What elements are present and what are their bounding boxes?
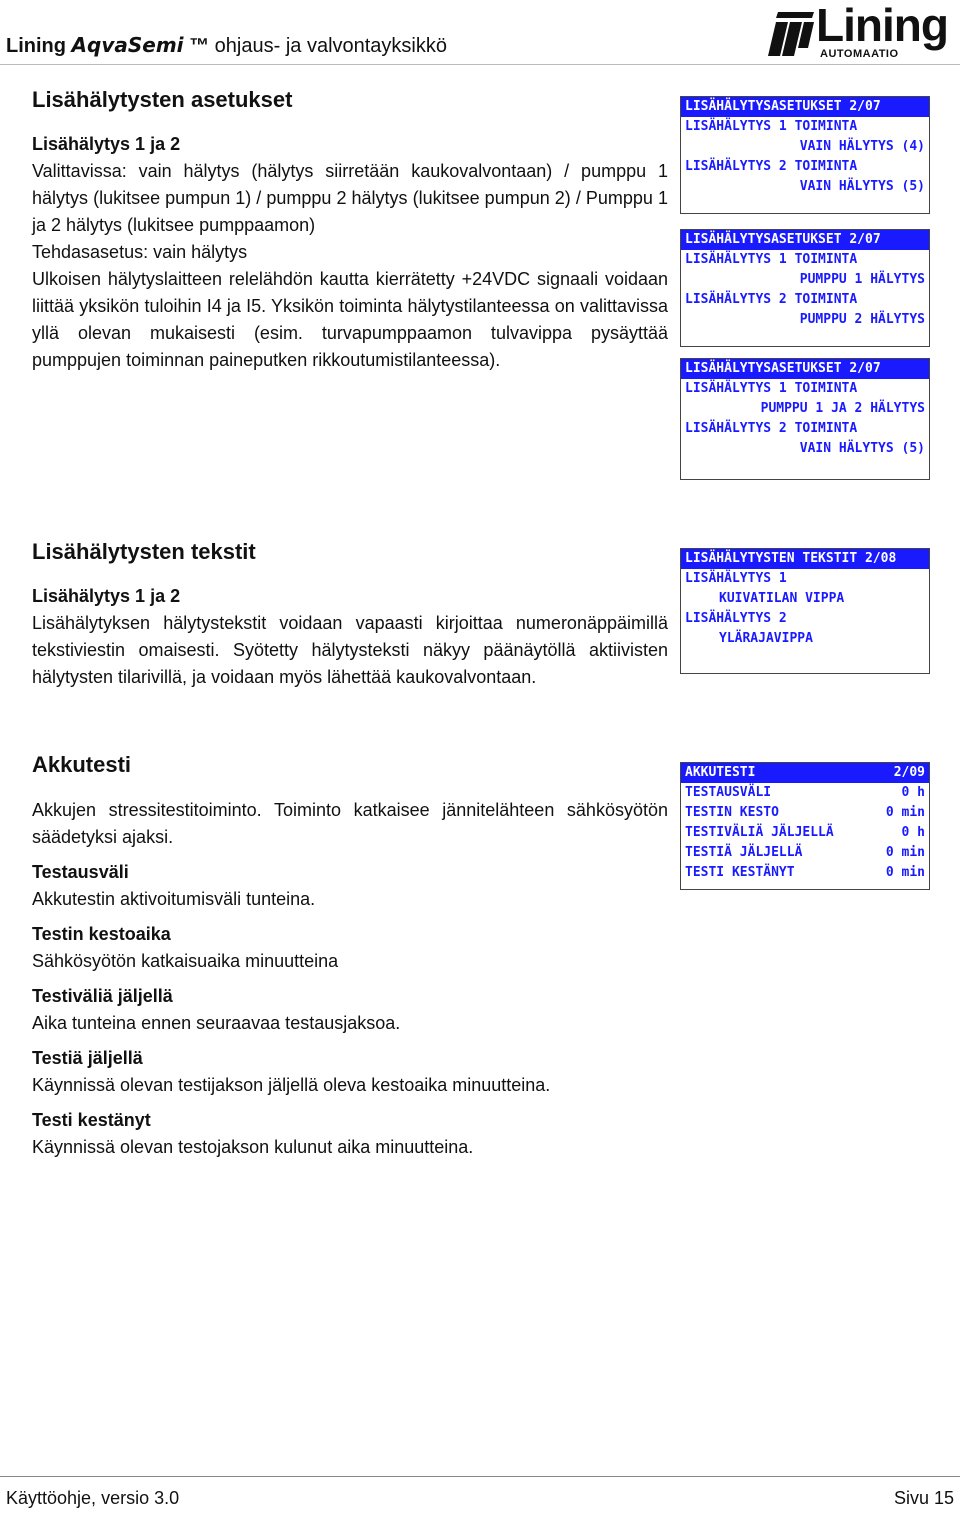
section-title-akkutesti: Akkutesti <box>32 752 132 777</box>
lcd-screen-asetukset-3 <box>680 358 930 480</box>
lcd-row: VAIN HÄLYTYS (5) <box>799 441 925 456</box>
desc-testia-jaljella: Käynnissä olevan testijakson jäljellä oleva kestoaika minuutteina. <box>32 1075 551 1095</box>
lcd-row: LISÄHÄLYTYS 1 <box>685 571 787 586</box>
lcd-row: PUMPPU 2 HÄLYTYS <box>799 312 925 327</box>
term-testausvali: Testausväli <box>32 862 129 882</box>
footer-version: Käyttöohje, versio 3.0 <box>6 1488 180 1508</box>
desc-testin-kestoaika: Sähkösyötön katkaisuaika minuutteina <box>32 951 339 971</box>
section-title-lisahalytysten-tekstit: Lisähälytysten tekstit <box>32 539 256 564</box>
lcd-screen-asetukset-1 <box>680 96 930 214</box>
logo-mark-icon <box>768 4 816 58</box>
lcd-row: LISÄHÄLYTYS 1 TOIMINTA <box>685 381 858 396</box>
desc-testausvali: Akkutestin aktivoitumisväli tunteina. <box>32 889 316 909</box>
document-title: Lining AqvaSemi ™ ohjaus- ja valvontayksikkö <box>6 33 447 57</box>
lcd-screen-tekstit <box>680 548 930 674</box>
lcd-row: PUMPPU 1 HÄLYTYS <box>799 272 925 287</box>
lcd-row: YLÄRAJAVIPPA <box>719 631 813 646</box>
lcd-row: PUMPPU 1 JA 2 HÄLYTYS <box>760 401 925 416</box>
lcd-row-testi-kestanyt: TESTI KESTÄNYT 0 min <box>685 865 925 880</box>
term-testia-jaljella: Testiä jäljellä <box>32 1048 143 1068</box>
term-testivalia-jaljella: Testiväliä jäljellä <box>32 986 173 1006</box>
lcd-row: VAIN HÄLYTYS (5) <box>799 179 925 194</box>
lcd-row-testivalia-jaljella: TESTIVÄLIÄ JÄLJELLÄ 0 h <box>685 825 925 840</box>
lcd-row-testia-jaljella: TESTIÄ JÄLJELLÄ 0 min <box>685 845 925 860</box>
footer-divider <box>0 1476 960 1477</box>
term-testi-kestanyt: Testi kestänyt <box>32 1110 151 1130</box>
lcd-row: LISÄHÄLYTYS 2 TOIMINTA <box>685 421 858 436</box>
lcd-header: LISÄHÄLYTYSASETUKSET 2/07 <box>681 97 929 117</box>
lcd-row: VAIN HÄLYTYS (4) <box>799 139 925 154</box>
page-header <box>0 0 960 64</box>
company-logo <box>768 2 956 62</box>
desc-testi-kestanyt: Käynnissä olevan testojakson kulunut aika minuutteina. <box>32 1137 474 1157</box>
section-body-asetukset <box>32 131 668 374</box>
logo-wordmark: Lining <box>816 0 948 51</box>
lcd-row: LISÄHÄLYTYS 2 TOIMINTA <box>685 159 858 174</box>
section-body-akkutesti <box>32 797 668 1161</box>
logo-subtitle: AUTOMAATIO <box>820 48 899 60</box>
product-name: AqvaSemi <box>71 33 184 57</box>
lcd-header: LISÄHÄLYTYSTEN TEKSTIT 2/08 <box>681 549 929 569</box>
section-body-tekstit <box>32 583 668 691</box>
paragraph: Ulkoisen hälytyslaitteen relelähdön kautta kierrätetty +24VDC signaali voidaan liittää yksikön tuloihin I4 ja I5. Yksikön toiminta hälytystilanteessa on valittavissa yllä olevan mukaisesti (esim. turvapumppaamon tulvavippa pysäyttää pumppujen toiminnan paineputken rikkoutumistilanteessa). <box>32 269 668 370</box>
lcd-row: LISÄHÄLYTYS 1 TOIMINTA <box>685 252 858 267</box>
lcd-row: LISÄHÄLYTYS 2 TOIMINTA <box>685 292 858 307</box>
lcd-row: LISÄHÄLYTYS 1 TOIMINTA <box>685 119 858 134</box>
subheading: Lisähälytys 1 ja 2 <box>32 586 181 606</box>
desc-testivalia-jaljella: Aika tunteina ennen seuraavaa testausjaksoa. <box>32 1013 401 1033</box>
lcd-header: LISÄHÄLYTYSASETUKSET 2/07 <box>681 359 929 379</box>
lcd-screen-asetukset-2 <box>680 229 930 347</box>
lcd-header: AKKUTESTI 2/09 <box>681 763 929 783</box>
paragraph: Valittavissa: vain hälytys (hälytys siirretään kaukovalvontaan) / pumppu 1 hälytys (lukitsee pumpun 1) / pumppu 2 hälytys (lukitsee pumpun 2) / Pumppu 1 ja 2 hälytys (lukitsee pumppaamon) <box>32 161 668 235</box>
lcd-screen-akkutesti <box>680 762 930 890</box>
lcd-row: KUIVATILAN VIPPA <box>719 591 845 606</box>
term-testin-kestoaika: Testin kestoaika <box>32 924 171 944</box>
footer-page-number: Sivu 15 <box>893 1488 954 1508</box>
paragraph: Lisähälytyksen hälytystekstit voidaan vapaasti kirjoittaa numeronäppäimillä tekstiviestin omaisesti. Syötetty hälytysteksti näkyy päänäytöllä aktiivisten hälytysten tilarivillä, ja voidaan myös lähettää kaukovalvontaan. <box>32 613 668 687</box>
lcd-header: LISÄHÄLYTYSASETUKSET 2/07 <box>681 230 929 250</box>
paragraph: Tehdasasetus: vain hälytys <box>32 242 248 262</box>
subheading: Lisähälytys 1 ja 2 <box>32 134 181 154</box>
lcd-row: LISÄHÄLYTYS 2 <box>685 611 787 626</box>
section-title-lisahalytysten-asetukset: Lisähälytysten asetukset <box>32 87 293 112</box>
header-divider <box>0 64 960 65</box>
lcd-row-testausvali: TESTAUSVÄLI 0 h <box>685 785 925 800</box>
paragraph: Akkujen stressitestitoiminto. Toiminto katkaisee jännitelähteen sähkösyötön säädetyksi ajaksi. <box>32 800 668 847</box>
lcd-row-testin-kesto: TESTIN KESTO 0 min <box>685 805 925 820</box>
